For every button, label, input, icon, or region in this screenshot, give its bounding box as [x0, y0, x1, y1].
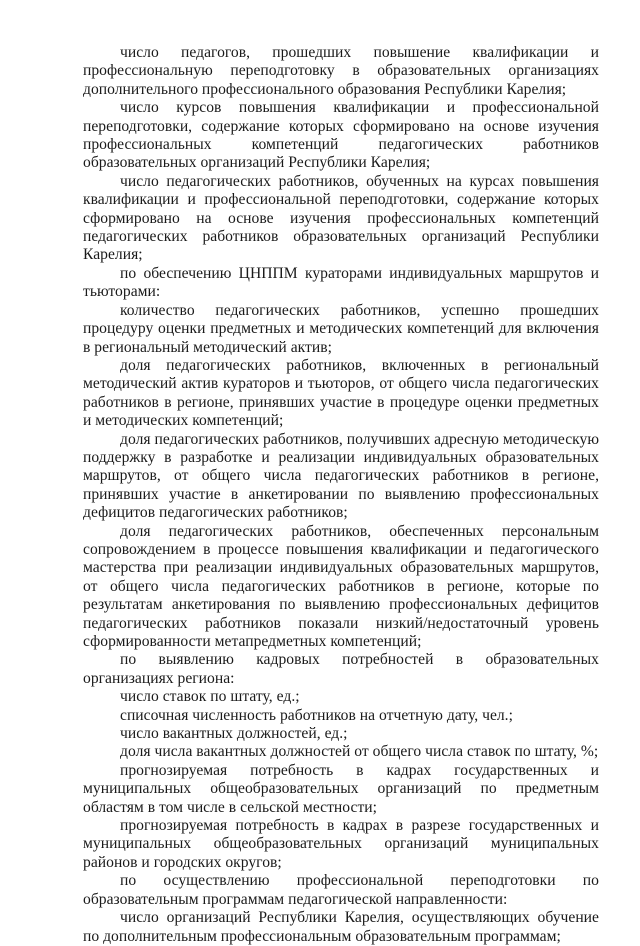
- paragraph: доля педагогических работников, получивших адресную методическую поддержку в разработке и реализации индивидуальных образовательных маршрутов, от общего числа педагогических работников в регионе, принявших участие в анкетировании по выявлению профессиональных дефицитов педагогических работников;: [83, 430, 599, 522]
- paragraph: число курсов повышения квалификации и профессиональной переподготовки, содержание которых сформировано на основе изучения профессиональных компетенций педагогических работников образовательных организаций Республики Карелия;: [83, 99, 599, 172]
- paragraph: число педагогических работников, обученных на курсах повышения квалификации и профессиональной переподготовки, содержание которых сформировано на основе изучения профессиональных компетенций педагогических работников образовательных организаций Республики Карелия;: [83, 172, 599, 264]
- paragraph: число педагогов, прошедших повышение квалификации и профессиональную переподготовку в образовательных организациях дополнительного профессионального образования Республики Карелия;: [83, 44, 599, 98]
- paragraph: по обеспечению ЦНППМ кураторами индивидуальных маршрутов и тьюторами:: [83, 264, 599, 301]
- paragraph: по осуществлению профессиональной переподготовки по образовательным программам педагогической направленности:: [83, 872, 599, 908]
- paragraph: прогнозируемая потребность в кадрах в разрезе государственных и муниципальных общеобразовательных организаций муниципальных районов и городских округов;: [83, 817, 599, 871]
- paragraph: доля педагогических работников, включенных в региональный методический актив кураторов и тьюторов, от общего числа педагогических работников в регионе, принявших участие в процедуре оценки предметных и методических компетенций;: [83, 356, 599, 430]
- paragraph: число организаций Республики Карелия, осуществляющих обучение по дополнительным профессиональным образовательным программам;: [83, 909, 599, 945]
- paragraph: по выявлению кадровых потребностей в образовательных организациях региона:: [83, 651, 599, 687]
- paragraph: число вакантных должностей, ед.;: [120, 725, 348, 743]
- paragraph: доля педагогических работников, обеспеченных персональным сопровождением в процессе повышения квалификации и педагогического мастерства при реализации индивидуальных образовательных маршрутов, от общего числа педагогических работников в регионе, которые по результатам анкетирования по выявлению профессиональных дефицитов педагогических работников показали низкий/недостаточный уровень сформированности метапредметных компетенций;: [83, 522, 599, 650]
- document-body: [83, 44, 599, 946]
- paragraph: списочная численность работников на отчетную дату, чел.;: [120, 706, 513, 724]
- paragraph: прогнозируемая потребность в кадрах государственных и муниципальных общеобразовательных организаций по предметным областям в том числе в сельской местности;: [83, 761, 599, 816]
- paragraph: число ставок по штату, ед.;: [120, 688, 300, 706]
- paragraph: доля числа вакантных должностей от общего числа ставок по штату, %;: [120, 743, 599, 761]
- paragraph: количество педагогических работников, успешно прошедших процедуру оценки предметных и методических компетенций для включения в региональный методический актив;: [83, 301, 599, 356]
